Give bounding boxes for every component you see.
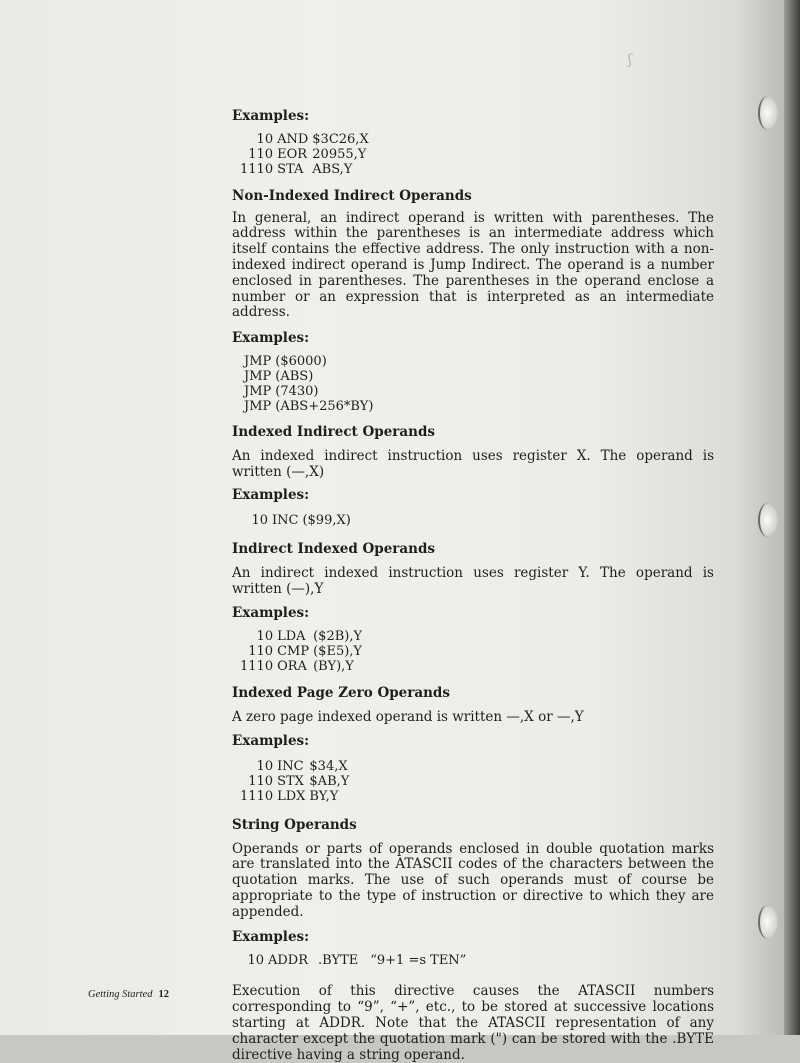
footer-title: Getting Started — [88, 989, 153, 1000]
code-line: 1110 LDX BY,Y — [240, 788, 339, 804]
examples-heading: Examples: — [232, 604, 310, 621]
code-examples — [244, 354, 377, 414]
page-edge-shadow — [784, 0, 800, 1035]
code-line: 110 EOR 20955,Y — [248, 146, 367, 162]
section-heading: Non-Indexed Indirect Operands — [232, 187, 472, 204]
body-paragraph: An indexed indirect instruction uses register X. The operand is written (—,X) — [232, 447, 714, 480]
binder-hole-bottom — [758, 905, 778, 939]
section-heading: Indexed Page Zero Operands — [232, 685, 450, 702]
code-examples — [240, 953, 470, 968]
code-examples — [240, 513, 355, 528]
code-line: 110 STX $AB,Y — [248, 773, 350, 789]
examples-heading: Examples: — [232, 108, 310, 124]
page-content — [232, 109, 714, 1063]
code-line: 1110 STA ABS,Y — [240, 161, 353, 177]
examples-heading: Examples: — [232, 330, 310, 347]
binder-hole-top — [758, 96, 778, 130]
code-line: 1110 ORA (BY),Y — [240, 659, 354, 675]
code-line: JMP (ABS+256*BY) — [244, 398, 374, 414]
body-paragraph: Execution of this directive causes the ATASCII numbers corresponding to “9”, “+”, etc., to be stored at successive locations starting at ADDR. Note that the ATASCII representation of any character except the quotation mark (") can be stored with the .BYTE directive having a string operand. — [232, 983, 714, 1063]
code-line: JMP (ABS) — [244, 368, 314, 384]
code-line: JMP (7430) — [244, 383, 319, 399]
body-paragraph: An indirect indexed instruction uses register Y. The operand is written (—),Y — [232, 564, 714, 597]
section-heading: String Operands — [232, 816, 357, 833]
examples-heading: Examples: — [232, 487, 310, 504]
code-line: 10 LDA ($2B),Y — [256, 629, 363, 645]
body-paragraph: A zero page indexed operand is written —,X or —,Y — [232, 709, 584, 726]
code-line: 110 CMP ($E5),Y — [248, 644, 362, 660]
page-number: 12 — [158, 989, 169, 1000]
section-heading: Indirect Indexed Operands — [232, 541, 435, 558]
body-paragraph: Operands or parts of operands enclosed in double quotation marks are translated into the ATASCII codes of the characters between the quotation marks. The use of such operands must of course be appropriate to the type of instruction or directive to which they are appended. — [232, 840, 714, 920]
examples-heading: Examples: — [232, 732, 310, 749]
code-line: 10 INC ($99,X) — [251, 513, 351, 529]
code-examples — [240, 132, 373, 177]
code-line: 10 INC $34,X — [256, 758, 348, 774]
examples-heading: Examples: — [232, 928, 310, 945]
body-paragraph: In general, an indirect operand is written with parentheses. The address within the parentheses is an intermediate address which itself contains the effective address. The only instruction with a non-indexed indirect operand is Jump Indirect. The operand is a number enclosed in parentheses. The parentheses in the operand enclose a number or an expression that is interpreted as an intermediate address. — [232, 209, 714, 321]
code-examples — [240, 629, 366, 674]
code-examples — [240, 759, 353, 804]
code-line: 10 AND $3C26,X — [256, 131, 369, 147]
pencil-mark: ʃ — [628, 52, 632, 68]
code-line: JMP ($6000) — [244, 353, 327, 369]
code-line: 10 ADDR .BYTE “9+1 =s TEN” — [247, 953, 467, 969]
section-heading: Indexed Indirect Operands — [232, 423, 435, 440]
binder-hole-middle — [758, 503, 778, 537]
page-footer — [88, 989, 169, 1000]
